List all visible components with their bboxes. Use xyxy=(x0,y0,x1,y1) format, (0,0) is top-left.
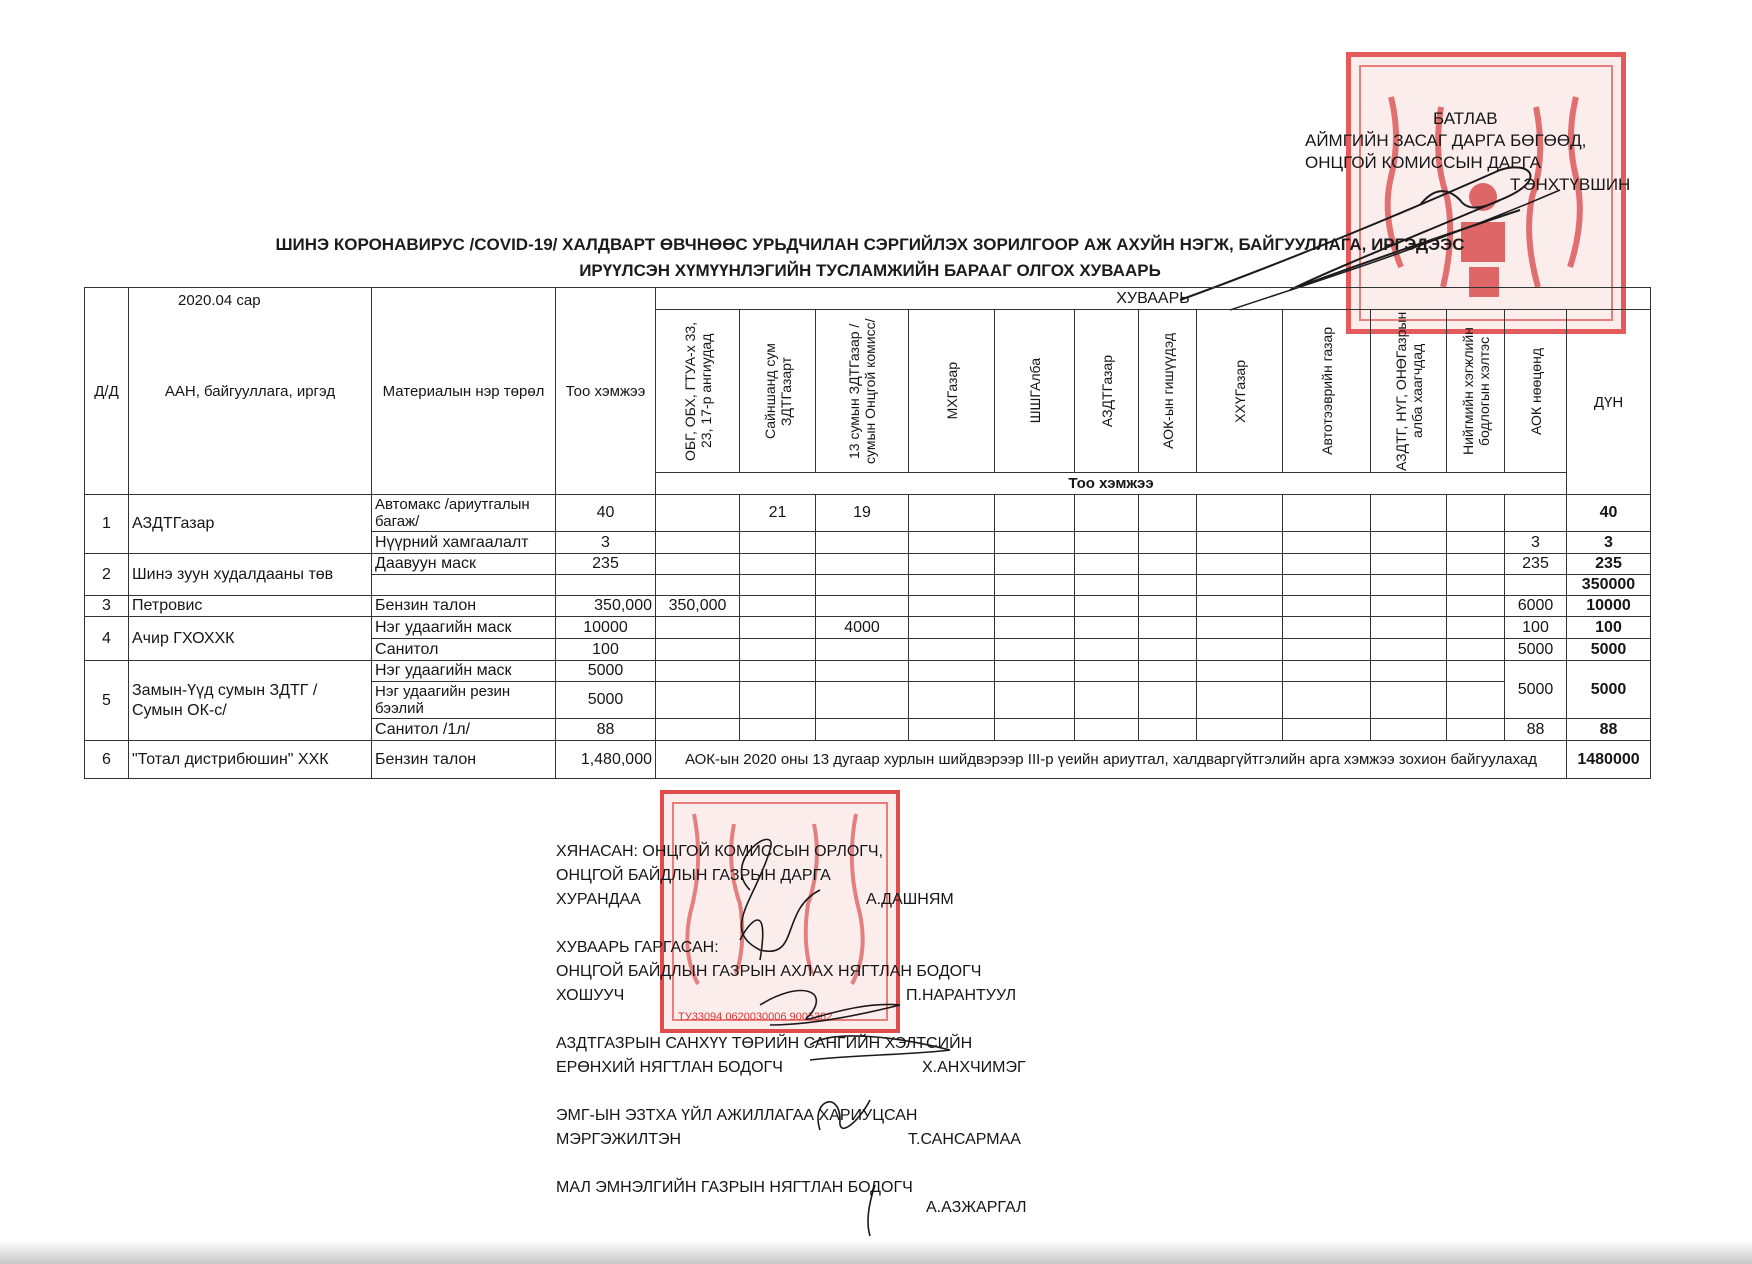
row-note: АОК-ын 2020 оны 13 дугаар хурлын шийдвэрээр III-р үеийн ариутгал, халдваргүйтгэлийн арга хэмжээ зохион байгуулахад xyxy=(656,741,1567,779)
col-header-total: ДҮН xyxy=(1567,310,1651,495)
cell-reserve: 88 xyxy=(1505,719,1567,741)
cell-empty xyxy=(1371,554,1447,575)
signature-name: А.АЗЖАРГАЛ xyxy=(926,1199,1027,1216)
cell-empty xyxy=(1197,575,1283,596)
row-org: Петровис xyxy=(129,596,372,617)
cell-empty xyxy=(1075,596,1139,617)
row-material: Санитол xyxy=(372,639,556,661)
cell-reserve: 100 xyxy=(1505,617,1567,639)
document-title-line1: ШИНЭ КОРОНАВИРУС /COVID-19/ ХАЛДВАРТ ӨВЧНӨӨС УРЬДЧИЛАН СЭРГИЙЛЭХ ЗОРИЛГООР АЖ АХУЙН НЭГЖ, БАЙГУУЛЛАГА, ИРГЭДЭЭС xyxy=(275,235,1465,254)
cell-units: 350,000 xyxy=(656,596,740,617)
cell-total: 1480000 xyxy=(1567,741,1651,779)
cell-empty xyxy=(740,575,816,596)
approval-signer-name: Т.ЭНХТҮВШИН xyxy=(1510,175,1631,194)
row-qty: 5000 xyxy=(556,661,656,682)
cell-empty xyxy=(1371,661,1447,682)
cell-empty xyxy=(995,495,1075,532)
cell-empty xyxy=(816,661,909,682)
cell-13soums: 4000 xyxy=(816,617,909,639)
cell-empty xyxy=(1075,639,1139,661)
cell-reserve xyxy=(1505,495,1567,532)
row-qty: 1,480,000 xyxy=(556,741,656,779)
cell-empty xyxy=(995,682,1075,719)
col-header-mkh-text: МХГазар xyxy=(943,362,960,420)
row-qty xyxy=(556,575,656,596)
cell-empty xyxy=(1283,495,1371,532)
col-header-azdt xyxy=(1075,310,1139,473)
cell-empty xyxy=(1075,554,1139,575)
cell-empty xyxy=(1075,661,1139,682)
cell-empty xyxy=(656,639,740,661)
cell-empty xyxy=(656,682,740,719)
table-row xyxy=(85,661,1651,682)
col-header-units-text: ОБГ, ОБХ, ГТУА-х 33, 23, 17-р ангиудад xyxy=(681,321,714,461)
cell-empty xyxy=(816,596,909,617)
row-material: Нэг удаагийн резин бээлий xyxy=(372,682,556,719)
cell-empty xyxy=(740,639,816,661)
row-qty: 100 xyxy=(556,639,656,661)
signature-name: П.НАРАНТУУЛ xyxy=(906,987,1017,1004)
row-qty: 235 xyxy=(556,554,656,575)
signature-line: МЭРГЭЖИЛТЭН xyxy=(556,1131,682,1148)
cell-empty xyxy=(1139,554,1197,575)
cell-empty xyxy=(1139,639,1197,661)
cell-empty xyxy=(656,661,740,682)
col-header-aok-members xyxy=(1139,310,1197,473)
row-org: АЗДТГазар xyxy=(129,495,372,554)
cell-empty xyxy=(909,532,995,554)
row-qty: 10000 xyxy=(556,617,656,639)
row-no: 3 xyxy=(85,596,129,617)
cell-empty xyxy=(1283,575,1371,596)
cell-empty xyxy=(740,617,816,639)
cell-total: 88 xyxy=(1567,719,1651,741)
signature-name: А.ДАШНЯМ xyxy=(866,891,954,908)
col-header-azdt-text: АЗДТГазар xyxy=(1098,354,1115,428)
col-header-no: Д/Д xyxy=(85,288,129,495)
table-row xyxy=(85,596,1651,617)
cell-empty xyxy=(1283,639,1371,661)
cell-total: 3 xyxy=(1567,532,1651,554)
cell-empty xyxy=(1371,617,1447,639)
cell-empty xyxy=(909,719,995,741)
cell-total: 5000 xyxy=(1567,639,1651,661)
cell-empty xyxy=(1447,682,1505,719)
col-header-13soums xyxy=(816,310,909,473)
cell-empty xyxy=(740,661,816,682)
cell-empty xyxy=(1197,661,1283,682)
col-header-units xyxy=(656,310,740,473)
signature-line: МАЛ ЭМНЭЛГИЙН ГАЗРЫН НЯГТЛАН БОДОГЧ xyxy=(556,1179,913,1196)
row-org: Ачир ГХОХХК xyxy=(129,617,372,661)
cell-empty xyxy=(1371,719,1447,741)
col-header-shsh xyxy=(995,310,1075,473)
cell-empty xyxy=(740,682,816,719)
row-material: Даавуун маск xyxy=(372,554,556,575)
cell-empty xyxy=(740,719,816,741)
cell-empty xyxy=(1197,719,1283,741)
cell-empty xyxy=(995,596,1075,617)
cell-empty xyxy=(1139,532,1197,554)
table-row xyxy=(85,554,1651,575)
row-no: 1 xyxy=(85,495,129,554)
cell-empty xyxy=(909,596,995,617)
cell-empty xyxy=(740,554,816,575)
col-header-qty: Тоо хэмжээ xyxy=(556,288,656,495)
cell-empty xyxy=(1371,682,1447,719)
row-no: 4 xyxy=(85,617,129,661)
cell-empty xyxy=(1197,532,1283,554)
cell-empty xyxy=(816,639,909,661)
row-org: Замын-Үүд сумын ЗДТГ /Сумын ОК-с/ xyxy=(129,661,372,741)
signature-line: АЗДТГАЗРЫН САНХҮҮ ТӨРИЙН САНГИЙН ХЭЛТСИЙН xyxy=(556,1035,973,1052)
row-material: Нүүрний хамгаалалт xyxy=(372,532,556,554)
cell-empty xyxy=(1139,617,1197,639)
row-material xyxy=(372,575,556,596)
cell-empty xyxy=(1371,639,1447,661)
row-material: Автомакс /ариутгалын багаж/ xyxy=(372,495,556,532)
cell-empty xyxy=(1075,682,1139,719)
cell-empty xyxy=(1447,617,1505,639)
col-subheader-qty: Тоо хэмжээ xyxy=(656,473,1567,495)
cell-empty xyxy=(909,495,995,532)
cell-units xyxy=(656,495,740,532)
col-header-aok-members-text: АОК-ын гишүүдэд xyxy=(1159,333,1176,449)
table-row xyxy=(85,741,1651,779)
cell-empty xyxy=(1283,532,1371,554)
row-material: Бензин талон xyxy=(372,596,556,617)
cell-reserve: 3 xyxy=(1505,532,1567,554)
row-material: Нэг удаагийн маск xyxy=(372,661,556,682)
cell-reserve xyxy=(1505,575,1567,596)
cell-empty xyxy=(1371,596,1447,617)
signature-line: ОНЦГОЙ БАЙДЛЫН ГАЗРЫН АХЛАХ НЯГТЛАН БОДОГЧ xyxy=(556,963,982,980)
col-header-13soums-text: 13 сумын ЗДТГазар /сумын Онцгой комисс/ xyxy=(846,318,878,464)
cell-total: 350000 xyxy=(1567,575,1651,596)
approval-heading: БАТЛАВ xyxy=(1433,109,1498,128)
schedule-header: ХУВААРЬ xyxy=(656,288,1651,310)
signature-line: ХУРАНДАА xyxy=(556,891,641,908)
cell-empty xyxy=(1283,719,1371,741)
cell-sainshand: 21 xyxy=(740,495,816,532)
cell-empty xyxy=(1139,719,1197,741)
cell-empty xyxy=(1075,719,1139,741)
cell-total: 5000 xyxy=(1567,661,1651,719)
cell-total: 235 xyxy=(1567,554,1651,575)
cell-reserve: 235 xyxy=(1505,554,1567,575)
col-header-reserve xyxy=(1505,310,1567,473)
cell-empty xyxy=(1075,495,1139,532)
cell-empty xyxy=(1371,495,1447,532)
col-header-transport-text: Автотээврийн газар xyxy=(1318,327,1335,455)
cell-total: 100 xyxy=(1567,617,1651,639)
cell-empty xyxy=(1283,554,1371,575)
cell-reserve: 5000 xyxy=(1505,639,1567,661)
cell-empty xyxy=(816,719,909,741)
cell-empty xyxy=(1197,617,1283,639)
cell-empty xyxy=(1197,596,1283,617)
col-header-org: ААН, байгууллага, иргэд xyxy=(129,288,372,495)
signature-name: Х.АНХЧИМЭГ xyxy=(922,1059,1026,1076)
row-qty: 5000 xyxy=(556,682,656,719)
cell-reserve: 5000 xyxy=(1505,661,1567,719)
row-material: Нэг удаагийн маск xyxy=(372,617,556,639)
cell-empty xyxy=(1139,596,1197,617)
col-header-staff xyxy=(1371,310,1447,473)
cell-empty xyxy=(1075,532,1139,554)
cell-empty xyxy=(816,532,909,554)
cell-empty xyxy=(656,532,740,554)
row-qty: 350,000 xyxy=(556,596,656,617)
scan-edge xyxy=(0,1240,1752,1264)
row-qty: 40 xyxy=(556,495,656,532)
approval-position-line2: ОНЦГОЙ КОМИССЫН ДАРГА xyxy=(1305,153,1542,172)
cell-empty xyxy=(816,554,909,575)
signature-line: ХОШУУЧ xyxy=(556,987,625,1004)
stamp-registration-number: ТУ33094 0620030006 9005382 xyxy=(678,1011,833,1023)
cell-empty xyxy=(1139,661,1197,682)
cell-empty xyxy=(909,639,995,661)
col-header-social-text: Нийгмийн хэгжлийн бодлогын хэлтэс xyxy=(1459,327,1492,455)
cell-empty xyxy=(995,575,1075,596)
cell-empty xyxy=(740,532,816,554)
cell-empty xyxy=(1283,617,1371,639)
cell-empty xyxy=(1283,596,1371,617)
col-header-shsh-text: ШШГАлба xyxy=(1026,358,1043,424)
cell-empty xyxy=(1371,532,1447,554)
cell-empty xyxy=(1075,617,1139,639)
cell-empty xyxy=(1283,661,1371,682)
cell-empty xyxy=(656,719,740,741)
cell-empty xyxy=(909,575,995,596)
handwritten-signatures xyxy=(660,800,1020,1240)
cell-empty xyxy=(995,554,1075,575)
col-header-staff-text: АЗДТГ, НҮГ, ОНӨГазрын алба хаагчдад xyxy=(1392,311,1425,471)
row-no: 6 xyxy=(85,741,129,779)
cell-empty xyxy=(1447,596,1505,617)
cell-empty xyxy=(1139,682,1197,719)
cell-empty xyxy=(909,682,995,719)
cell-reserve: 6000 xyxy=(1505,596,1567,617)
signature-line: ЭМГ-ЫН ЭЗТХА ҮЙЛ АЖИЛЛАГАА ХАРИУЦСАН xyxy=(556,1107,918,1124)
cell-empty xyxy=(816,575,909,596)
row-qty: 3 xyxy=(556,532,656,554)
cell-empty xyxy=(995,639,1075,661)
cell-empty xyxy=(1197,682,1283,719)
row-material: Бензин талон xyxy=(372,741,556,779)
cell-empty xyxy=(1283,682,1371,719)
cell-empty xyxy=(1447,639,1505,661)
row-org: Шинэ зуун худалдааны төв xyxy=(129,554,372,596)
row-qty: 88 xyxy=(556,719,656,741)
table-row xyxy=(85,617,1651,639)
col-header-material: Материалын нэр төрөл xyxy=(372,288,556,495)
cell-total: 40 xyxy=(1567,495,1651,532)
cell-empty xyxy=(1447,575,1505,596)
row-material: Санитол /1л/ xyxy=(372,719,556,741)
cell-empty xyxy=(1447,532,1505,554)
col-header-social xyxy=(1447,310,1505,473)
cell-total: 10000 xyxy=(1567,596,1651,617)
cell-empty xyxy=(1139,495,1197,532)
signature-line: ОНЦГОЙ БАЙДЛЫН ГАЗРЫН ДАРГА xyxy=(556,867,831,884)
row-no: 5 xyxy=(85,661,129,741)
col-header-khkhu xyxy=(1197,310,1283,473)
col-header-sainshand-text: Сайншанд сум ЗДТГазарт xyxy=(761,343,794,439)
signature-name: Т.САНСАРМАА xyxy=(908,1131,1021,1148)
cell-empty xyxy=(1197,639,1283,661)
period-label: 2020.04 сар xyxy=(178,292,261,309)
approval-position-line1: АЙМГИЙН ЗАСАГ ДАРГА БӨГӨӨД, xyxy=(1305,131,1587,150)
cell-empty xyxy=(1371,575,1447,596)
col-header-khkhu-text: ХХҮГазар xyxy=(1231,359,1248,423)
cell-empty xyxy=(909,617,995,639)
cell-empty xyxy=(816,682,909,719)
cell-empty xyxy=(656,617,740,639)
cell-empty xyxy=(1197,554,1283,575)
cell-empty xyxy=(1139,575,1197,596)
cell-empty xyxy=(656,554,740,575)
col-header-mkh xyxy=(909,310,995,473)
row-no: 2 xyxy=(85,554,129,596)
cell-empty xyxy=(740,596,816,617)
signature-line: ХЯНАСАН: ОНЦГОЙ КОМИССЫН ОРЛОГЧ, xyxy=(556,843,884,860)
cell-empty xyxy=(1447,719,1505,741)
distribution-table xyxy=(84,287,1651,779)
cell-empty xyxy=(1447,495,1505,532)
cell-empty xyxy=(909,554,995,575)
cell-empty xyxy=(1075,575,1139,596)
cell-empty xyxy=(995,719,1075,741)
cell-empty xyxy=(1447,661,1505,682)
document-title-line2: ИРҮҮЛСЭН ХҮМҮҮНЛЭГИЙН ТУСЛАМЖИЙН БАРААГ ОЛГОХ ХУВААРЬ xyxy=(579,261,1161,280)
row-org: "Тотал дистрибюшин" ХХК xyxy=(129,741,372,779)
col-header-reserve-text: АОК нөөцөнд xyxy=(1527,347,1544,435)
signature-line: ХУВААРЬ ГАРГАСАН: xyxy=(556,939,719,956)
signature-line: ЕРӨНХИЙ НЯГТЛАН БОДОГЧ xyxy=(556,1059,783,1076)
cell-empty xyxy=(909,661,995,682)
cell-empty xyxy=(995,532,1075,554)
col-header-sainshand xyxy=(740,310,816,473)
col-header-transport xyxy=(1283,310,1371,473)
table-row xyxy=(85,495,1651,532)
cell-empty xyxy=(1447,554,1505,575)
document-title xyxy=(240,232,1500,284)
cell-empty xyxy=(995,617,1075,639)
cell-empty xyxy=(995,661,1075,682)
cell-empty xyxy=(1197,495,1283,532)
cell-empty xyxy=(656,575,740,596)
cell-13soums: 19 xyxy=(816,495,909,532)
